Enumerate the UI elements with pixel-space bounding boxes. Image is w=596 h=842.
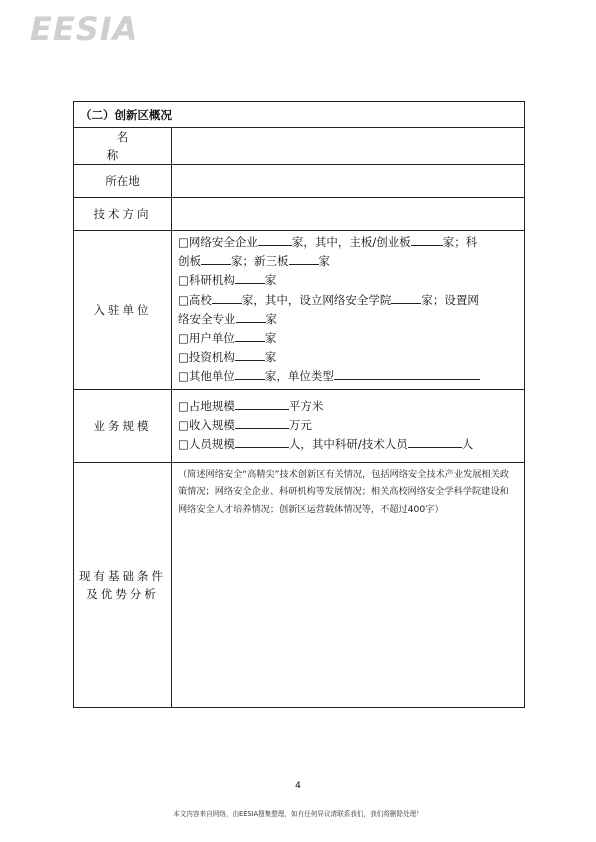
footer-disclaimer: 本文内容来自网络，由EESIA搜集整理，如有任何异议请联系我们，我们将删除处理！: [173, 810, 423, 818]
scale-row: [74, 389, 525, 462]
neeq-count-blank[interactable]: [289, 252, 319, 265]
others-type-blank[interactable]: [334, 367, 480, 380]
neeq-label: 家；新三板: [231, 254, 289, 269]
tenants-list: [172, 231, 524, 389]
research-count-blank[interactable]: [235, 271, 265, 284]
checkbox-revenue[interactable]: □收入规模: [178, 418, 235, 433]
staff-line: [178, 435, 520, 454]
security-college-count-blank[interactable]: [391, 291, 421, 304]
security-enterprises-text-2: 家；科: [442, 235, 478, 249]
area-blank[interactable]: [235, 397, 289, 410]
security-major-label: 络安全专业: [178, 311, 236, 326]
checkbox-security-enterprises[interactable]: □网络安全企业: [178, 235, 258, 249]
security-enterprises-text: 家，其中，主板/创业板: [291, 235, 411, 249]
area-line: [178, 397, 520, 416]
checkbox-research[interactable]: □科研机构: [178, 273, 235, 288]
investors-line: [178, 348, 520, 367]
star-market-count-blank[interactable]: [201, 252, 231, 265]
section-title: （二）创新区概况: [74, 102, 525, 128]
tech-direction-row: [74, 198, 525, 231]
security-major-unit: 家: [265, 311, 277, 326]
star-market-label: 创板: [178, 254, 201, 269]
security-enterprises-line: [178, 233, 520, 252]
users-unit: 家: [264, 331, 277, 346]
checkbox-others[interactable]: □其他单位: [178, 369, 235, 384]
advantages-label-line1: 现有基础条件: [79, 568, 166, 583]
scale-field: [172, 389, 525, 462]
users-count-blank[interactable]: [235, 329, 265, 342]
revenue-unit: 万元: [288, 418, 312, 433]
revenue-line: [178, 416, 520, 435]
investors-unit: 家: [264, 350, 277, 365]
research-unit: 家: [264, 273, 277, 288]
revenue-blank[interactable]: [235, 416, 289, 429]
universities-text: 家，其中，设立网络安全学院: [241, 292, 392, 307]
checkbox-staff[interactable]: □人员规模: [178, 437, 235, 452]
research-line: [178, 271, 520, 290]
checkbox-universities[interactable]: □高校: [178, 292, 212, 307]
checkbox-area[interactable]: □占地规模: [178, 398, 235, 413]
tech-direction-field[interactable]: [172, 198, 525, 231]
security-major-line: [178, 310, 520, 329]
investors-count-blank[interactable]: [235, 348, 265, 361]
page-number: 4: [295, 781, 301, 791]
others-line: [178, 367, 520, 386]
location-row: [74, 165, 525, 198]
section-title-row: [74, 102, 525, 128]
name-field[interactable]: [172, 128, 525, 165]
name-row: [74, 128, 525, 165]
others-count-blank[interactable]: [235, 367, 265, 380]
location-field[interactable]: [172, 165, 525, 198]
universities-text-2: 家；设置网: [421, 292, 479, 307]
tenants-row: [74, 231, 525, 390]
advantages-label: [74, 462, 172, 707]
staff-blank[interactable]: [235, 435, 289, 448]
advantages-note: （简述网络安全“高精尖”技术创新区有关情况，包括网络安全技术产业发展相关政策情况；网络安全企业、科研机构等发展情况；相关高校网络安全学科学院建设和网络安全人才培养情况；创新区运营载体情况等，不超过400字）: [178, 468, 510, 515]
advantages-row: [74, 462, 525, 707]
security-enterprises-count-blank[interactable]: [258, 233, 292, 246]
name-label: [74, 128, 172, 165]
tech-direction-label: 技术方向: [74, 198, 172, 231]
tenants-field: [172, 231, 525, 390]
others-text: 家，单位类型: [264, 369, 334, 384]
universities-line: [178, 291, 520, 310]
checkbox-users[interactable]: □用户单位: [178, 331, 235, 346]
users-line: [178, 329, 520, 348]
location-label: 所在地: [74, 165, 172, 198]
neeq-unit: 家: [318, 254, 330, 269]
eesia-logo: EESIA: [30, 10, 139, 48]
advantages-label-line2: 及优势分析: [86, 586, 159, 601]
staff-text: 人，其中科研/技术人员: [288, 437, 408, 452]
staff-unit: 人: [461, 437, 474, 452]
name-label-text: 名 称: [106, 130, 149, 162]
scale-label: 业务规模: [74, 389, 172, 462]
area-unit: 平方米: [288, 398, 324, 413]
main-board-count-blank[interactable]: [411, 233, 443, 246]
security-major-count-blank[interactable]: [236, 310, 266, 323]
tech-staff-blank[interactable]: [408, 435, 462, 448]
innovation-zone-form: [73, 101, 525, 708]
advantages-field[interactable]: [172, 462, 525, 707]
tenants-label: 入驻单位: [74, 231, 172, 390]
star-market-line: [178, 252, 520, 271]
scale-list: [172, 395, 524, 457]
universities-count-blank[interactable]: [212, 291, 242, 304]
checkbox-investors[interactable]: □投资机构: [178, 350, 235, 365]
